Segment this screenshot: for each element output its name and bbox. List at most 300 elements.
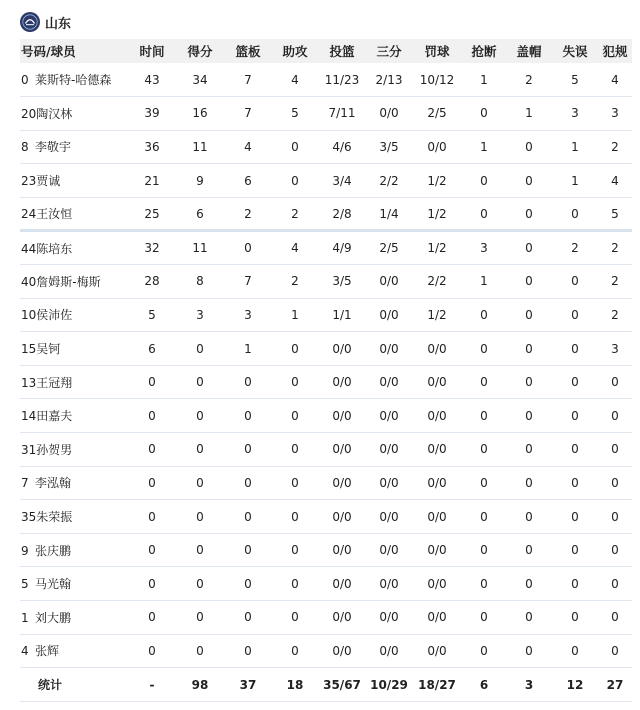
stat-assists: 1 [291,307,299,322]
player-number: 31 [21,442,37,457]
stat-three-pointers: 0/0 [379,610,399,625]
totals-row [20,668,632,702]
stat-turnovers: 0 [571,643,579,658]
player-name-link[interactable]: 李敬宇 [35,140,72,155]
col-header-three-pointers[interactable]: 三分 [376,44,402,59]
stat-assists: 4 [291,72,299,87]
player-name-link[interactable]: 莱斯特-哈德森 [35,73,112,88]
stat-free-throws: 0/0 [427,375,447,390]
table-row[interactable] [20,500,632,534]
stat-free-throws: 0/0 [427,576,447,591]
stat-free-throws: 0/0 [427,610,447,625]
stat-field-goals: 4/6 [332,139,352,154]
player-cell [20,365,128,399]
stat-steals: 3 [480,241,488,256]
stat-field-goals: 0/0 [332,341,352,356]
player-cell [20,567,128,601]
totals-rebounds: 37 [239,677,257,692]
stat-field-goals: 0/0 [332,408,352,423]
stat-minutes: 32 [144,241,160,256]
table-row[interactable] [20,533,632,567]
stat-free-throws: 0/0 [427,341,447,356]
table-row[interactable] [20,466,632,500]
stat-field-goals: 0/0 [332,543,352,558]
stat-assists: 0 [291,475,299,490]
stat-three-pointers: 2/2 [379,173,399,188]
player-number: 4 [21,644,29,659]
stat-assists: 0 [291,375,299,390]
stat-rebounds: 7 [244,72,252,87]
stat-fouls: 4 [611,173,619,188]
stat-assists: 0 [291,341,299,356]
stat-minutes: 0 [148,610,156,625]
table-row[interactable] [20,164,632,198]
stat-turnovers: 0 [571,408,579,423]
stat-assists: 5 [291,106,299,121]
stat-turnovers: 0 [571,274,579,289]
stat-field-goals: 0/0 [332,643,352,658]
stat-free-throws: 0/0 [427,139,447,154]
stat-three-pointers: 0/0 [379,106,399,121]
totals-minutes: - [149,677,155,692]
col-header-assists[interactable]: 助攻 [282,44,308,59]
stat-free-throws: 2/2 [427,274,447,289]
col-header-steals[interactable]: 抢断 [471,44,497,59]
stat-points: 0 [196,475,204,490]
totals-steals: 6 [479,677,489,692]
stat-minutes: 25 [144,206,160,221]
totals-field-goals: 35/67 [323,677,361,692]
stat-steals: 0 [480,610,488,625]
stat-fouls: 0 [611,442,619,457]
stat-turnovers: 2 [571,241,579,256]
table-row[interactable] [20,634,632,668]
stat-points: 8 [196,274,204,289]
stat-minutes: 43 [144,72,160,87]
player-name-link[interactable]: 孙贺男 [36,442,73,457]
player-number: 0 [21,73,29,88]
player-number: 24 [21,207,37,222]
stat-points: 0 [196,509,204,524]
player-cell [20,197,128,231]
stat-points: 0 [196,341,204,356]
stat-blocks: 0 [525,610,533,625]
player-name-link[interactable]: 吴钶 [36,342,61,357]
player-cell [20,231,128,265]
totals-three-pointers: 10/29 [370,677,408,692]
stat-field-goals: 0/0 [332,509,352,524]
stat-turnovers: 5 [571,72,579,87]
stat-turnovers: 1 [571,139,579,154]
player-name-link[interactable]: 马光翰 [35,577,72,592]
stat-blocks: 0 [525,375,533,390]
player-cell [20,601,128,635]
player-cell [20,500,128,534]
stat-points: 0 [196,543,204,558]
stat-fouls: 2 [611,139,619,154]
stat-blocks: 0 [525,576,533,591]
stat-fouls: 2 [611,241,619,256]
stat-points: 9 [196,173,204,188]
stat-steals: 0 [480,375,488,390]
stat-steals: 0 [480,106,488,121]
player-cell [20,298,128,332]
stat-free-throws: 0/0 [427,509,447,524]
col-header-field-goals[interactable]: 投篮 [329,44,355,59]
stat-field-goals: 7/11 [328,106,356,121]
stat-minutes: 5 [148,307,156,322]
stat-blocks: 0 [525,307,533,322]
stat-steals: 1 [480,72,488,87]
stat-free-throws: 1/2 [427,307,447,322]
player-cell [20,97,128,131]
stat-three-pointers: 0/0 [379,442,399,457]
table-row[interactable] [20,265,632,299]
stat-field-goals: 0/0 [332,442,352,457]
stat-turnovers: 0 [571,442,579,457]
stat-three-pointers: 0/0 [379,509,399,524]
player-cell [20,634,128,668]
stat-free-throws: 0/0 [427,475,447,490]
stat-fouls: 0 [611,610,619,625]
stat-minutes: 0 [148,509,156,524]
stat-three-pointers: 3/5 [379,139,399,154]
stat-free-throws: 0/0 [427,543,447,558]
totals-points: 98 [191,677,209,692]
stat-steals: 0 [480,643,488,658]
stat-fouls: 2 [611,274,619,289]
table-row[interactable] [20,298,632,332]
player-cell [20,399,128,433]
stat-minutes: 0 [148,543,156,558]
stat-field-goals: 1/1 [332,307,352,322]
stat-steals: 0 [480,442,488,457]
player-number: 44 [21,241,37,256]
stat-rebounds: 0 [244,375,252,390]
stat-blocks: 0 [525,206,533,221]
stat-steals: 0 [480,173,488,188]
player-number: 7 [21,476,29,491]
stat-turnovers: 0 [571,543,579,558]
stat-fouls: 3 [611,106,619,121]
stat-rebounds: 4 [244,139,252,154]
stat-rebounds: 0 [244,442,252,457]
box-score-table [20,39,632,702]
stat-free-throws: 10/12 [419,72,455,87]
stat-minutes: 6 [148,341,156,356]
stat-rebounds: 7 [244,106,252,121]
stat-assists: 4 [291,241,299,256]
player-cell [20,433,128,467]
totals-label: 统计 [38,678,63,693]
stat-three-pointers: 2/5 [379,241,399,256]
player-number: 5 [21,577,29,592]
table-row[interactable] [20,63,632,97]
stat-three-pointers: 0/0 [379,475,399,490]
stat-blocks: 0 [525,408,533,423]
stat-fouls: 0 [611,576,619,591]
player-number: 20 [21,106,37,121]
stat-three-pointers: 0/0 [379,543,399,558]
player-cell [20,265,128,299]
stat-steals: 0 [480,408,488,423]
stat-steals: 0 [480,206,488,221]
table-row[interactable] [20,433,632,467]
stat-free-throws: 0/0 [427,643,447,658]
stat-points: 6 [196,206,204,221]
player-number: 10 [21,308,37,323]
player-cell [20,332,128,366]
col-header-fouls[interactable]: 犯规 [602,44,628,59]
stat-rebounds: 7 [244,274,252,289]
player-name-link[interactable]: 朱荣振 [36,510,73,525]
stat-three-pointers: 0/0 [379,375,399,390]
table-row[interactable] [20,332,632,366]
stat-steals: 1 [480,139,488,154]
table-row[interactable] [20,130,632,164]
player-cell [20,533,128,567]
stat-points: 11 [192,139,208,154]
stat-steals: 0 [480,307,488,322]
stat-fouls: 0 [611,408,619,423]
stat-rebounds: 3 [244,307,252,322]
stat-blocks: 2 [525,72,533,87]
stat-three-pointers: 0/0 [379,274,399,289]
player-name-link[interactable]: 刘大鹏 [35,610,72,625]
stat-points: 3 [196,307,204,322]
totals-fouls: 27 [606,677,624,692]
col-header-points[interactable]: 得分 [187,44,213,59]
stat-turnovers: 0 [571,341,579,356]
stat-assists: 2 [291,206,299,221]
stat-turnovers: 0 [571,475,579,490]
player-name-link[interactable]: 李泓翰 [35,476,72,491]
player-name-link[interactable]: 詹姆斯-梅斯 [36,274,101,289]
stat-field-goals: 11/23 [324,72,360,87]
stat-points: 0 [196,610,204,625]
totals-blocks: 3 [524,677,534,692]
stat-fouls: 5 [611,206,619,221]
table-row[interactable] [20,97,632,131]
stat-rebounds: 1 [244,341,252,356]
stat-assists: 0 [291,509,299,524]
col-header-free-throws[interactable]: 罚球 [424,44,450,59]
stat-fouls: 0 [611,509,619,524]
stat-field-goals: 0/0 [332,475,352,490]
stat-minutes: 0 [148,576,156,591]
table-row[interactable] [20,231,632,265]
player-cell [20,130,128,164]
stat-turnovers: 0 [571,375,579,390]
table-row[interactable] [20,365,632,399]
player-name-link[interactable]: 张辉 [35,644,60,659]
player-cell [20,466,128,500]
stat-assists: 0 [291,576,299,591]
player-name-link[interactable]: 侯沛佐 [36,308,73,323]
stat-steals: 0 [480,509,488,524]
stat-three-pointers: 0/0 [379,576,399,591]
stat-turnovers: 0 [571,307,579,322]
stat-rebounds: 0 [244,509,252,524]
stat-field-goals: 3/5 [332,274,352,289]
stat-blocks: 0 [525,173,533,188]
stat-points: 0 [196,375,204,390]
stat-rebounds: 0 [244,576,252,591]
stat-steals: 0 [480,475,488,490]
stat-fouls: 3 [611,341,619,356]
stat-fouls: 4 [611,72,619,87]
stat-blocks: 0 [525,509,533,524]
stat-rebounds: 0 [244,475,252,490]
stat-minutes: 0 [148,408,156,423]
stat-points: 0 [196,408,204,423]
stat-assists: 0 [291,610,299,625]
stat-points: 34 [192,72,208,87]
stat-three-pointers: 0/0 [379,341,399,356]
team-logo-icon[interactable] [20,12,40,32]
table-row[interactable] [20,197,632,231]
player-number: 40 [21,274,37,289]
stat-free-throws: 1/2 [427,173,447,188]
stat-field-goals: 0/0 [332,610,352,625]
stat-points: 0 [196,643,204,658]
player-number: 1 [21,610,29,625]
stat-assists: 0 [291,442,299,457]
player-name-link[interactable]: 贾诚 [36,174,61,189]
player-name-link[interactable]: 张庆鹏 [35,543,72,558]
stat-three-pointers: 0/0 [379,643,399,658]
stat-field-goals: 4/9 [332,241,352,256]
stat-minutes: 0 [148,643,156,658]
stat-fouls: 2 [611,307,619,322]
stat-steals: 0 [480,543,488,558]
stat-field-goals: 0/0 [332,375,352,390]
stat-rebounds: 6 [244,173,252,188]
stat-free-throws: 1/2 [427,241,447,256]
stat-fouls: 0 [611,375,619,390]
col-header-minutes[interactable]: 时间 [139,44,165,59]
stat-rebounds: 0 [244,643,252,658]
stat-blocks: 0 [525,643,533,658]
totals-free-throws: 18/27 [418,677,456,692]
stat-blocks: 0 [525,341,533,356]
stat-points: 16 [192,106,208,121]
stat-steals: 0 [480,576,488,591]
stat-fouls: 0 [611,475,619,490]
stat-minutes: 36 [144,139,160,154]
stat-field-goals: 0/0 [332,576,352,591]
player-name-link[interactable]: 陈培东 [36,241,73,256]
player-name-link[interactable]: 陶汉林 [36,106,73,121]
stat-turnovers: 0 [571,576,579,591]
player-number: 15 [21,342,37,357]
stat-blocks: 0 [525,241,533,256]
stat-points: 0 [196,442,204,457]
stat-free-throws: 2/5 [427,106,447,121]
stat-three-pointers: 0/0 [379,307,399,322]
player-cell [20,164,128,198]
team-name: 山东 [45,16,72,32]
stat-blocks: 1 [525,106,533,121]
stat-field-goals: 2/8 [332,206,352,221]
header-row [20,39,632,63]
player-name-link[interactable]: 王冠翔 [36,375,73,390]
stat-three-pointers: 2/13 [375,72,403,87]
stat-three-pointers: 0/0 [379,408,399,423]
player-number: 14 [21,409,37,424]
stat-blocks: 0 [525,543,533,558]
stat-three-pointers: 1/4 [379,206,399,221]
table-row[interactable] [20,567,632,601]
stat-minutes: 21 [144,173,160,188]
player-rows [20,63,632,668]
stat-free-throws: 1/2 [427,206,447,221]
table-totals [20,668,632,702]
stat-minutes: 0 [148,375,156,390]
team-header [20,11,71,33]
stat-rebounds: 0 [244,543,252,558]
player-number: 9 [21,543,29,558]
col-header-turnovers[interactable]: 失误 [562,44,588,59]
stat-fouls: 0 [611,543,619,558]
stat-free-throws: 0/0 [427,408,447,423]
stat-turnovers: 0 [571,610,579,625]
player-number: 8 [21,140,29,155]
stat-assists: 0 [291,173,299,188]
stat-blocks: 0 [525,139,533,154]
stat-minutes: 39 [144,106,160,121]
stat-rebounds: 0 [244,408,252,423]
player-name-link[interactable]: 田嘉夫 [36,409,73,424]
col-header-blocks[interactable]: 盖帽 [516,44,542,59]
table-header [20,39,632,63]
stat-blocks: 0 [525,475,533,490]
stat-turnovers: 0 [571,206,579,221]
stat-steals: 1 [480,274,488,289]
stat-blocks: 0 [525,442,533,457]
stat-turnovers: 3 [571,106,579,121]
table-row[interactable] [20,399,632,433]
stat-free-throws: 0/0 [427,442,447,457]
stat-points: 0 [196,576,204,591]
stat-assists: 0 [291,139,299,154]
player-number: 23 [21,174,37,189]
stat-fouls: 0 [611,643,619,658]
stat-rebounds: 0 [244,241,252,256]
stat-minutes: 0 [148,442,156,457]
player-name-link[interactable]: 王汝恒 [36,207,73,222]
stat-field-goals: 3/4 [332,173,352,188]
player-number: 13 [21,375,37,390]
stat-steals: 0 [480,341,488,356]
stat-rebounds: 0 [244,610,252,625]
stat-minutes: 0 [148,475,156,490]
player-number: 35 [21,510,37,525]
stat-turnovers: 0 [571,509,579,524]
stat-assists: 0 [291,408,299,423]
totals-assists: 18 [286,677,304,692]
col-header-rebounds[interactable]: 篮板 [235,44,261,59]
stat-minutes: 28 [144,274,160,289]
col-header-player[interactable]: 号码/球员 [21,44,76,59]
stat-turnovers: 1 [571,173,579,188]
player-cell [20,63,128,97]
stat-assists: 2 [291,274,299,289]
stat-assists: 0 [291,543,299,558]
table-row[interactable] [20,601,632,635]
stat-blocks: 0 [525,274,533,289]
stat-assists: 0 [291,643,299,658]
